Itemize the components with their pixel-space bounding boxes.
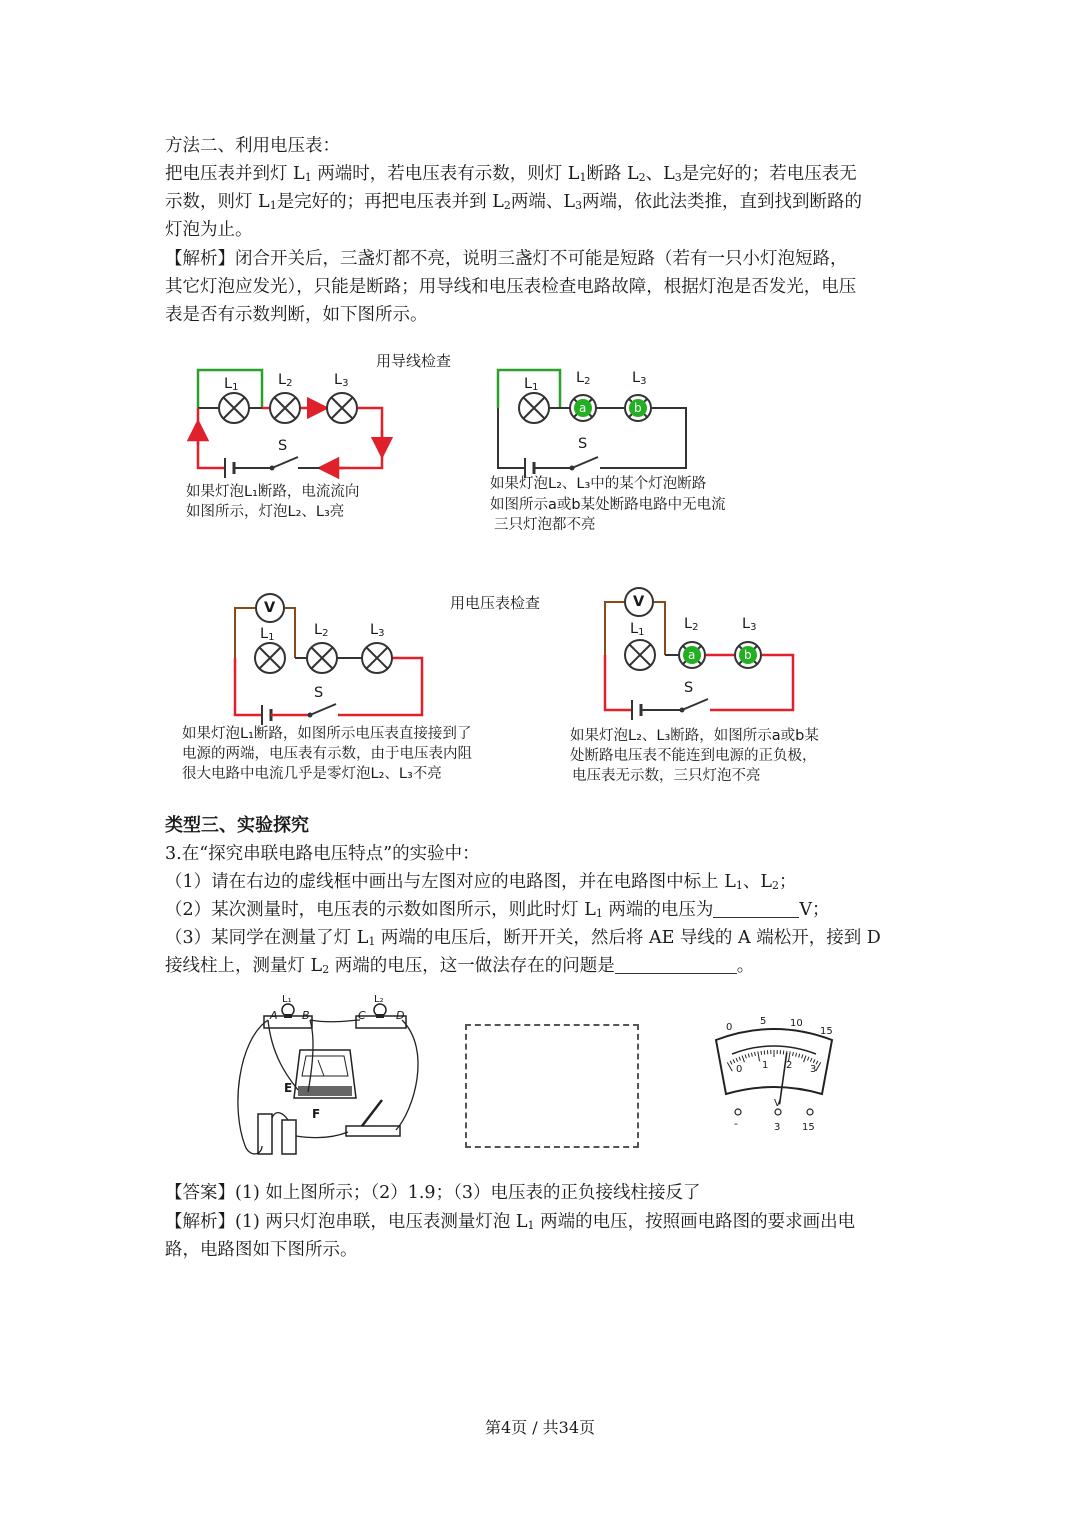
terminal-3: 3 [774,1122,781,1133]
page-footer: 第4页 / 共34页 [484,1418,596,1437]
fault-check-diagrams [160,340,920,790]
caption-3-line-3: 很大电路中电流几乎是零灯泡L₂、L₃不亮 [182,766,442,782]
label-v: V [633,594,645,610]
analysis1-line-2: 其它灯泡应发光），只能是断路；用导线和电压表检查电路故障，根据灯泡是否发光，电压 [165,277,857,297]
terminal-c-label: C [358,1009,366,1022]
volt-check-title: 用电压表检查 [450,594,541,612]
caption-2-line-2: 如图所示a或b某处断路电路中无电流 [490,497,726,513]
method2-heading: 方法二、利用电压表： [165,136,340,156]
analysis1-line-3: 表是否有示数判断，如下图所示。 [165,305,428,325]
dial-bottom-1: 1 [762,1060,769,1071]
circuit-drawing-box[interactable] [465,1024,639,1148]
question-3-part-2: （2）某次测量时，电压表的示数如图所示，则此时灯 $L_1$ 两端的电压为 V； [165,900,830,920]
dial-top-15: 15 [820,1026,833,1037]
terminal-a-label: A [270,1009,278,1022]
label-l1: $L_1$ [524,376,539,393]
label-l1: $L_1$ [224,376,239,393]
label-l3: $L_3$ [334,372,349,389]
question-3-part-1: （1）请在右边的虚线框中画出与左图对应的电路图，并在电路图中标上 $L_1$、$L_2$； [165,872,797,892]
label-s: S [578,436,588,452]
dial-top-10: 10 [790,1018,803,1029]
label-l2: $L_2$ [684,616,699,633]
label-b: b [634,401,642,415]
terminal-f-label: F [312,1107,321,1121]
dial-unit: V [774,1098,781,1109]
label-s: S [684,680,694,696]
caption-3-line-1: 如果灯泡L₁断路，如图所示电压表直接接到了 [182,726,472,742]
label-l2: $L_2$ [314,622,329,639]
label-l1: $L_1$ [260,626,275,643]
dial-top-0: 0 [726,1022,733,1033]
label-a: a [579,401,587,415]
caption-3-line-2: 电源的两端，电压表有示数，由于电压表内阻 [182,746,472,762]
dial-bottom-0: 0 [736,1064,743,1075]
caption-4-line-1: 如果灯泡L₂、L₃断路，如图所示a或b某 [570,728,819,744]
label-l1: $L_1$ [630,621,645,638]
label-s: S [314,685,324,701]
analysis1-line-1: 【解析】闭合开关后，三盏灯都不亮，说明三盏灯不可能是短路（若有一只小灯泡短路， [165,249,848,269]
label-l3: $L_3$ [370,622,385,639]
apparatus-figure [232,990,432,1162]
terminal-negative: - [734,1117,738,1130]
caption-4-line-2: 处断路电压表不能连到电源的正负极， [570,748,817,764]
method2-line-1: 把电压表并到灯 $L_1$ 两端时，若电压表有示数，则灯 $L_1$断路 $L_2$、$L_3$是完好的；若电压表无 [165,164,857,184]
bulb-l1-label: L₁ [282,994,292,1005]
method2-line-3: 灯泡为止。 [165,220,253,240]
answer-line: 【答案】(1) 如上图所示；（2）1.9；（3）电压表的正负接线柱接反了 [165,1183,701,1203]
question-3-part-3: （3）某同学在测量了灯 $L_1$ 两端的电压后，断开开关，然后将 AE 导线的 A 端松开，接到 D [165,928,881,948]
caption-4-line-3: 电压表无示数，三只灯泡不亮 [572,768,761,784]
fault-check-figure [160,340,920,790]
caption-2-line-3: 三只灯泡都不亮 [494,517,596,533]
label-l3: $L_3$ [742,616,757,633]
analysis2-line-1: 【解析】(1) 两只灯泡串联，电压表测量灯泡 $L_1$ 两端的电压，按照画电路图的要求画出电 [165,1212,856,1232]
terminal-15: 15 [802,1122,815,1133]
label-v: V [264,600,276,616]
terminal-b-label: B [302,1009,310,1022]
label-l3: $L_3$ [632,370,647,387]
label-s: S [278,438,288,454]
method2-line-2: 示数，则灯 $L_1$是完好的；再把电压表并到 $L_2$两端、$L_3$两端，依此法类推，直到找到断路的 [165,192,862,212]
caption-2-line-1: 如果灯泡L₂、L₃中的某个灯泡断路 [490,476,707,492]
dial-top-5: 5 [760,1016,767,1027]
voltmeter-dial-figure [712,1014,842,1140]
bulb-l2-label: L₂ [374,994,384,1005]
label-a: a [688,648,696,662]
dial-tick [761,1051,762,1055]
terminal-e-label: E [284,1081,293,1095]
label-l2: $L_2$ [278,372,293,389]
answer-blank-problem[interactable] [615,955,737,974]
wire-check-title: 用导线检查 [376,352,452,370]
answer-blank-voltage[interactable] [713,899,799,918]
dial-bottom-2: 2 [786,1060,793,1071]
question-3: 3.在“探究串联电路电压特点”的实验中： [165,844,480,864]
question-3-part-3-cont: 接线柱上，测量灯 $L_2$ 两端的电压，这一做法存在的问题是 。 [165,956,755,976]
type3-heading: 类型三、实验探究 [165,815,309,836]
terminal-d-label: D [396,1009,405,1022]
analysis2-line-2: 路，电路图如下图所示。 [165,1240,358,1260]
caption-1-line-1: 如果灯泡L₁断路，电流流向 [186,484,360,500]
label-b: b [744,648,752,662]
caption-1-line-2: 如图所示，灯泡L₂、L₃亮 [186,504,345,520]
label-l2: $L_2$ [576,370,591,387]
dial-bottom-3: 3 [810,1064,817,1075]
